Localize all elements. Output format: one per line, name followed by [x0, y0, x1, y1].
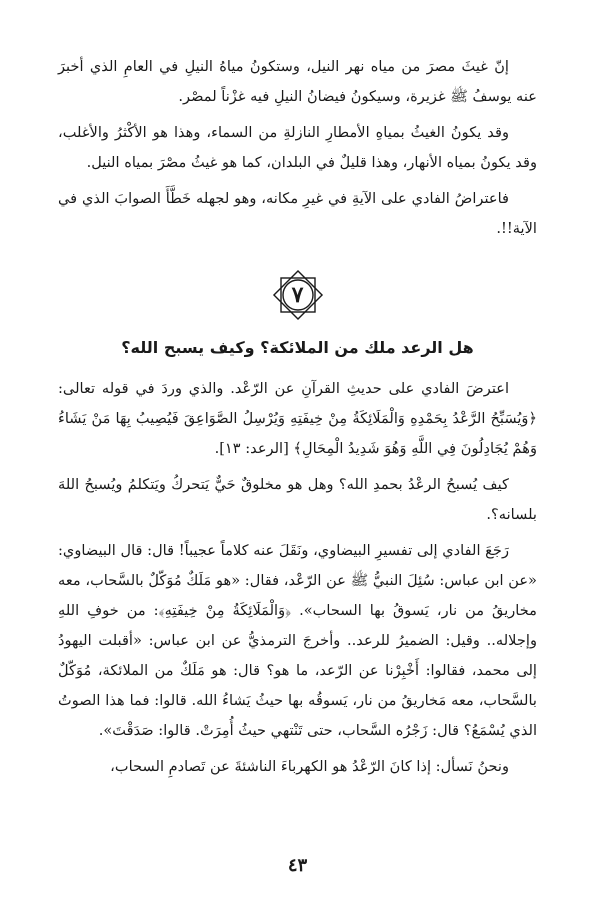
section-number: ٧	[291, 282, 304, 308]
body-section	[58, 374, 537, 782]
octagram-ornament-icon	[267, 264, 329, 326]
body-paragraph-1: اعترضَ الفادي على حديثِ القرآنِ عن الرّعْد. والذي وردَ في قوله تعالى: ﴿وَيُسَبِّحُ الرَّعْدُ بِحَمْدِهِ وَالْمَلَائِكَةُ مِنْ خِيفَتِهِ وَيُرْسِلُ الصَّوَاعِقَ فَيُصِيبُ بِهَا مَنْ يَشَاءُ وَهُمْ يُجَادِلُونَ فِي اللَّهِ وَهُوَ شَدِيدُ الْمِحَالِ﴾ [الرعد: ١٣].	[58, 380, 537, 457]
section-number-badge	[58, 264, 537, 326]
body-paragraph-4: ونحنُ نَسأل: إذا كانَ الرّعْدُ هو الكهرباءَ الناشئةَ عن تَصادمِ السحاب،	[110, 758, 509, 775]
intro-paragraph-3: فاعتراضُ الفادي على الآيةِ في غيرِ مكانه، وهو لجهله خَطَّأَ الصوابَ الذي في الآية!!.	[58, 190, 537, 237]
intro-paragraph-2: وقد يكونُ الغيثُ بمياهِ الأمطارِ النازلةِ من السماء، وهذا هو الأكْثرُ والأغلب، وقد يكونُ بمياه الأنهار، وهذا قليلٌ في البلدان، كما هو غيثُ مصْرَ بمياه النيل.	[58, 124, 537, 171]
intro-section	[58, 52, 537, 244]
body-paragraph-3: رَجَعَ الفادي إلى تفسيرِ البيضاوي، ونَقَلَ عنه كلاماً عجيباً! قال: قال البيضاوي: «عن ابن عباس: سُئِلَ النبيُّ ﷺ عن الرّعْد، فقال: «هو مَلَكٌ مُوَكّلٌ بالسَّحاب، معه مخاريقُ من نار، يَسوقُ بها السحاب». ﴿وَالْمَلَائِكَةُ مِنْ خِيفَتِهِ﴾: من خوفِ اللهِ وإجلاله.. وقيل: الضميرُ للرعد.. وأخرجَ الترمذيُّ عن ابن عباس: «أقبلت اليهودُ إلى محمد، فقالوا: أَخْبِرْنا عن الرّعد، ما هو؟ قال: هو مَلَكٌ من الملائكة، مُوَكّلٌ بالسَّحاب، معه مَخاريقُ من نار، يَسوقُه بها حيثُ يَشاءُ الله. قالوا: فما هذا الصوتُ الذي يُسْمَعُ؟ قال: زَجْرُه السَّحاب، حتى تَنْتهي حيثُ أُمِرَتْ. قالوا: صَدَقْتَ».	[58, 542, 537, 739]
body-paragraph-2: كيف يُسبحُ الرعْدُ بحمدِ الله؟ وهل هو مخلوقٌ حَيٌّ يَتحركُ ويَتكلمُ ويُسبحُ اللهَ بلسانه؟.	[58, 476, 537, 523]
section-heading: هل الرعد ملك من الملائكة؟ وكيف يسبح الله؟	[121, 338, 474, 357]
page-number: ٤٣	[287, 855, 308, 876]
intro-paragraph-1: إنّ غيثَ مصرَ من مياه نهر النيل، وستكونُ مياهُ النيلِ في العامِ الذي أخبرَ عنه يوسفُ ﷺ غزيرة، وسيكونُ فيضانُ النيلِ فيه غزْناً لمصْر.	[58, 58, 537, 105]
